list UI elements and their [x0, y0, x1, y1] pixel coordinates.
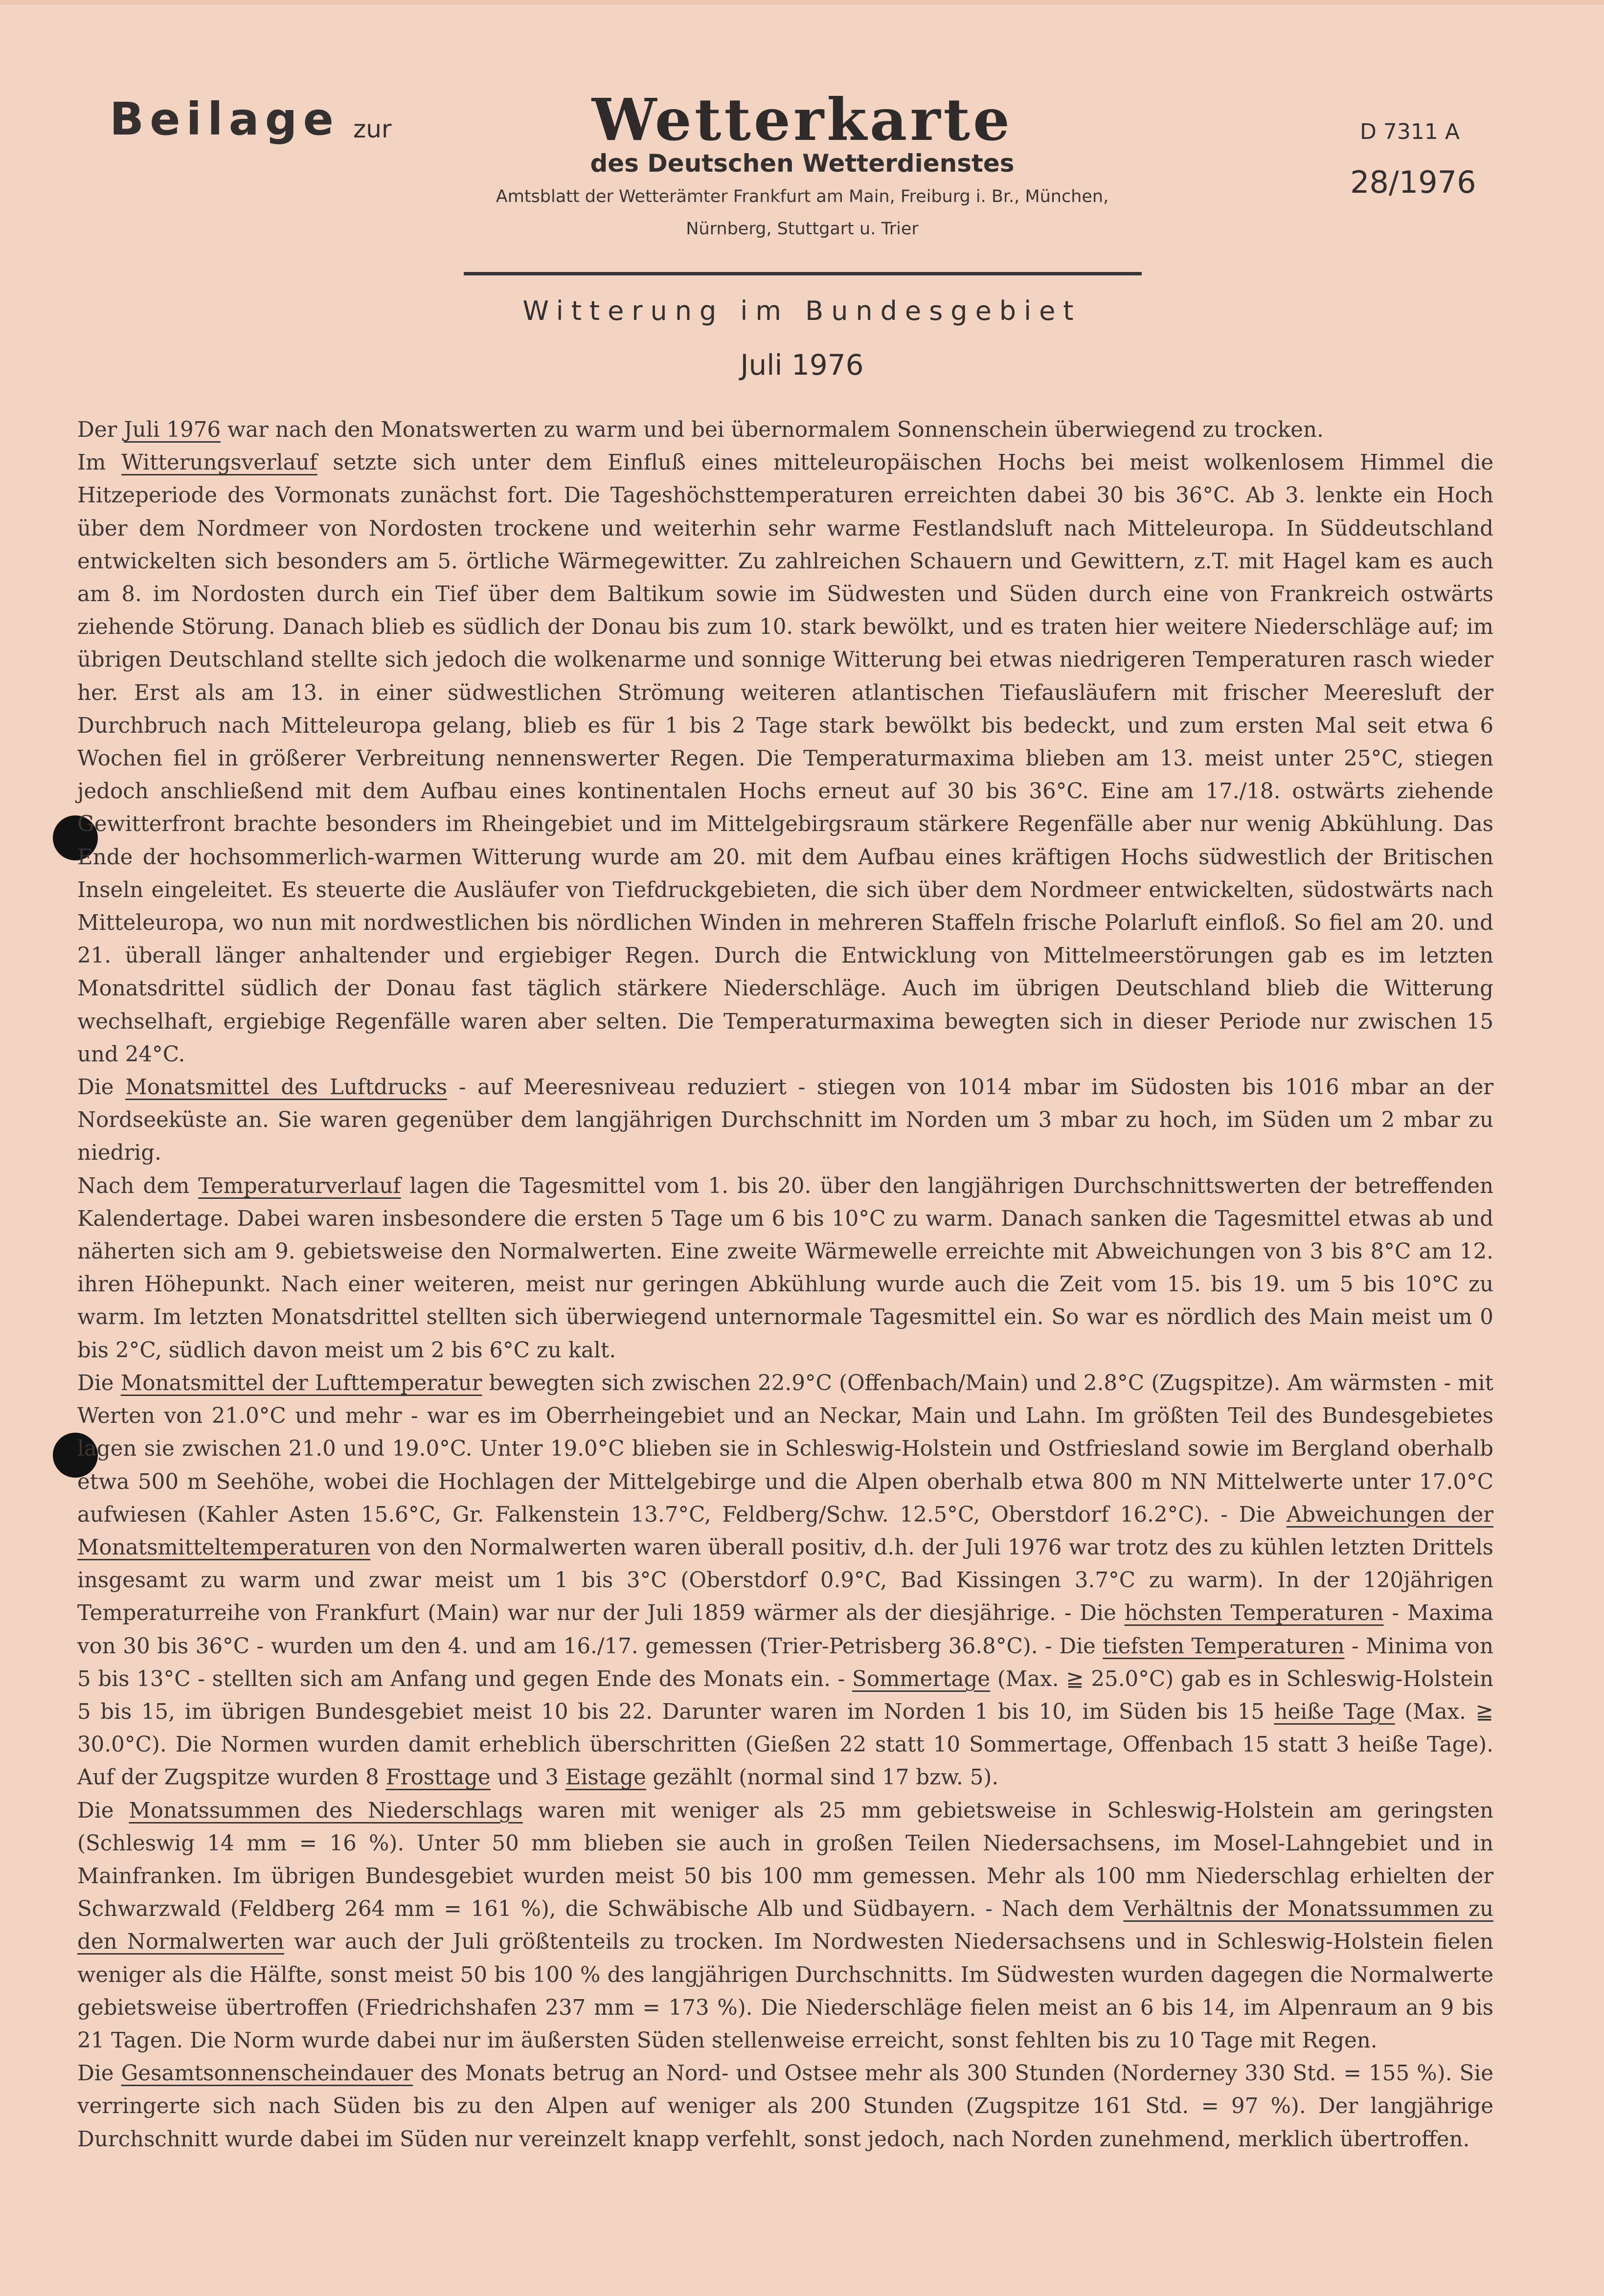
paragraph-text: (Max. ≧ 25.0°C) gab es in Schleswig-Holstein 5 bis 15, im übrigen Bundesgebiet meist 10 bis 22. Darunter waren im Norden 1 bis 10, im Süden bis 15	[77, 1666, 1493, 1724]
paragraph-text: (Max. ≧ 30.0°C). Die Normen wurden damit erheblich überschritten (Gießen 22 statt 10 Sommertage, Offenbach 15 statt 3 heiße Tage). Auf der Zugspitze wurden 8	[77, 1699, 1493, 1790]
paragraph-text: waren mit weniger als 25 mm gebietsweise in Schleswig-Holstein am geringsten (Schleswig 14 mm = 16 %). Unter 50 mm blieben sie auch in großen Teilen Niedersachsens, im Mosel-Lahngebiet und in Mainfranken. Im übrigen Bundesgebiet wurden meist 50 bis 100 mm gemessen. Mehr als 100 mm Niederschlag erhielten der Schwarzwald (Feldberg 264 mm = 161 %), die Schwäbische Alb und Südbayern. - Nach dem	[77, 1798, 1493, 1922]
paragraph-lead: Der	[77, 418, 124, 442]
paragraph-text: und 3	[490, 1765, 565, 1790]
paragraph-text: - Maxima von 30 bis 36°C - wurden um den 4. und am 16./17. gemessen (Trier-Petrisberg 36.8°C). - Die	[77, 1601, 1493, 1659]
paragraph-lead: Die	[77, 2061, 121, 2086]
underlined-term: Eistage	[565, 1765, 646, 1790]
paragraph-text: gezählt (normal sind 17 bzw. 5).	[646, 1765, 999, 1790]
report-month: Juli 1976	[740, 348, 864, 382]
underlined-term: Verhältnis der Monatssummen zu den Normalwerten	[77, 1897, 1493, 1955]
underlined-term: Juli 1976	[124, 418, 221, 442]
paragraph-text: war nach den Monatswerten zu warm und bei übernormalem Sonnenschein überwiegend zu trocken.	[221, 418, 1324, 442]
underlined-term: Sommertage	[852, 1666, 991, 1691]
report-body	[77, 414, 1493, 2156]
report-title: Witterung im Bundesgebiet	[522, 295, 1082, 326]
underlined-term: Monatsmittel der Lufttemperatur	[120, 1371, 482, 1396]
underlined-term: Gesamtsonnenscheindauer	[121, 2061, 413, 2086]
underlined-term: Temperaturverlauf	[198, 1173, 401, 1198]
paragraph-text: - Minima von 5 bis 13°C - stellten sich am Anfang und gegen Ende des Monats ein. -	[77, 1634, 1494, 1691]
paragraph-temperaturverlauf	[77, 1170, 1493, 1367]
paragraph-witterungsverlauf	[77, 447, 1493, 1071]
underlined-term: Monatsmittel des Luftdrucks	[125, 1075, 448, 1100]
publication-code: D 7311 A	[1360, 119, 1460, 144]
underlined-term: heiße Tage	[1274, 1699, 1395, 1724]
masthead-subtitle: des Deutschen Wetterdienstes	[590, 149, 1015, 178]
paragraph-lufttemperatur	[77, 1367, 1493, 1795]
paragraph-lead: Die	[77, 1798, 129, 1823]
underlined-term: höchsten Temperaturen	[1124, 1601, 1384, 1626]
zur-label: zur	[353, 115, 392, 143]
paragraph-luftdruck	[77, 1071, 1493, 1170]
underlined-term: tiefsten Temperaturen	[1103, 1634, 1345, 1659]
paragraph-text: lagen die Tagesmittel vom 1. bis 20. über den langjährigen Durchschnittswerten der betreffenden Kalendertage. Dabei waren insbesondere die ersten 5 Tage um 6 bis 10°C zu warm. Danach sanken die Tagesmittel etwas ab und näherten sich am 9. gebietsweise den Normalwerten. Eine zweite Wärmewelle erreichte mit Abweichungen von 3 bis 8°C am 12. ihren Höhepunkt. Nach einer weiteren, meist nur geringen Abkühlung wurde auch die Zeit vom 15. bis 19. um 5 bis 10°C zu warm. Im letzten Monatsdrittel stellten sich überwiegend unternormale Tagesmittel ein. So war es nördlich des Main meist um 0 bis 2°C, südlich davon meist um 2 bis 6°C zu kalt.	[77, 1173, 1493, 1363]
paragraph-text: von den Normalwerten waren überall positiv, d.h. der Juli 1976 war trotz des zu kühlen letzten Drittels insgesamt zu warm und zwar meist um 1 bis 3°C (Oberstdorf 0.9°C, Bad Kissingen 3.7°C zu warm). In der 120jährigen Temperaturreihe von Frankfurt (Main) war nur der Juli 1859 wärmer als der diesjährige. - Die	[77, 1535, 1493, 1626]
beilage-label: Beilage	[110, 93, 339, 145]
amtsblatt-line-2: Nürnberg, Stuttgart u. Trier	[686, 219, 919, 239]
underlined-term: Monatssummen des Niederschlags	[129, 1798, 523, 1823]
paragraph-lead: Im	[77, 450, 122, 475]
paragraph-summary	[77, 414, 1493, 447]
underlined-term: Abweichungen der Monatsmitteltemperaturen	[77, 1502, 1493, 1560]
underlined-term: Frosttage	[385, 1765, 491, 1790]
issue-number: 28/1976	[1350, 164, 1476, 200]
paragraph-text: bewegten sich zwischen 22.9°C (Offenbach/Main) und 2.8°C (Zugspitze). Am wärmsten - mit Werten von 21.0°C und mehr - war es im Oberrheingebiet und an Neckar, Main und Lahn. Im größten Teil des Bundesgebietes lagen sie zwischen 21.0 und 19.0°C. Unter 19.0°C blieben sie in Schleswig-Holstein und Ostfriesland sowie im Bergland oberhalb etwa 500 m Seehöhe, wobei die Hochlagen der Mittelgebirge und die Alpen oberhalb etwa 800 m NN Mittelwerte unter 17.0°C aufwiesen (Kahler Asten 15.6°C, Gr. Falkenstein 13.7°C, Feldberg/Schw. 12.5°C, Oberstdorf 16.2°C). - Die	[77, 1371, 1494, 1527]
paragraph-text: des Monats betrug an Nord- und Ostsee mehr als 300 Stunden (Norderney 330 Std. = 155 %). Sie verringerte sich nach Süden bis zu den Alpen auf weniger als 200 Stunden (Zugspitze 161 Std. = 97 %). Der langjährige Durchschnitt wurde dabei im Süden nur vereinzelt knapp verfehlt, sonst jedoch, nach Norden zunehmend, merklich übertroffen.	[77, 2061, 1493, 2152]
paragraph-lead: Die	[77, 1371, 121, 1396]
paragraph-text: - auf Meeresniveau reduziert - stiegen von 1014 mbar im Südosten bis 1016 mbar an der Nordseeküste an. Sie waren gegenüber dem langjährigen Durchschnitt im Norden um 3 mbar zu hoch, im Süden um 2 mbar zu niedrig.	[77, 1075, 1494, 1166]
amtsblatt-line-1: Amtsblatt der Wetterämter Frankfurt am Main, Freiburg i. Br., München,	[496, 187, 1109, 206]
paragraph-niederschlag	[77, 1795, 1493, 2058]
masthead-title: Wetterkarte	[591, 86, 1013, 154]
paragraph-text: war auch der Juli größtenteils zu trocken. Im Nordwesten Niedersachsens und in Schleswig-Holstein fielen weniger als die Hälfte, sonst meist 50 bis 100 % des langjährigen Durchschnitts. Im Südwesten wurden dagegen die Normalwerte gebietsweise übertroffen (Friedrichshafen 237 mm = 173 %). Die Niederschläge fielen meist an 6 bis 14, im Alpenraum an 9 bis 21 Tagen. Die Norm wurde dabei nur im äußersten Süden stellenweise erreicht, sonst fehlten bis zu 10 Tage mit Regen.	[77, 1930, 1493, 2053]
paragraph-lead: Die	[77, 1075, 126, 1100]
header-divider	[464, 272, 1142, 275]
paragraph-lead: Nach dem	[77, 1173, 199, 1198]
paragraph-text: setzte sich unter dem Einfluß eines mitteleuropäischen Hochs bei meist wolkenlosem Himmel die Hitzeperiode des Vormonats zunächst fort. Die Tageshöchsttemperaturen erreichten dabei 30 bis 36°C. Ab 3. lenkte ein Hoch über dem Nordmeer von Nordosten trockene und weiterhin sehr warme Festlandsluft nach Mitteleuropa. In Süddeutschland entwickelten sich besonders am 5. örtliche Wärmegewitter. Zu zahlreichen Schauern und Gewittern, z.T. mit Hagel kam es auch am 8. im Nordosten durch ein Tief über dem Baltikum sowie im Südwesten und Süden durch eine von Frankreich ostwärts ziehende Störung. Danach blieb es südlich der Donau bis zum 10. stark bewölkt, und es traten hier weitere Niederschläge auf; im übrigen Deutschland stellte sich jedoch die wolkenarme und sonnige Witterung bei etwas niedrigeren Temperaturen rasch wieder her. Erst als am 13. in einer südwestlichen Strömung weiteren atlantischen Tiefausläufern mit frischer Meeresluft der Durchbruch nach Mitteleuropa gelang, blieb es für 1 bis 2 Tage stark bewölkt bis bedeckt, und zum ersten Mal seit etwa 6 Wochen fiel in größerer Verbreitung nennenswerter Regen. Die Temperaturmaxima blieben am 13. meist unter 25°C, stiegen jedoch anschließend mit dem Aufbau eines kontinentalen Hochs erneut auf 30 bis 36°C. Eine am 17./18. ostwärts ziehende Gewitterfront brachte besonders im Rheingebiet und im Mittelgebirgsraum stärkere Regenfälle aber nur wenig Abkühlung. Das Ende der hochsommerlich-warmen Witterung wurde am 20. mit dem Aufbau eines kräftigen Hochs südwestlich der Britischen Inseln eingeleitet. Es steuerte die Ausläufer von Tiefdruckgebieten, die sich über dem Nordmeer entwickelten, südostwärts nach Mitteleuropa, wo nun mit nordwestlichen bis nördlichen Winden in mehreren Staffeln frische Polarluft einfloß. So fiel am 20. und 21. überall länger anhaltender und ergiebiger Regen. Durch die Entwicklung von Mittelmeerstörungen gab es im letzten Monatsdrittel südlich der Donau fast täglich stärkere Niederschläge. Auch im übrigen Deutschland blieb die Witterung wechselhaft, ergiebige Regenfälle waren aber selten. Die Temperaturmaxima bewegten sich in dieser Periode nur zwischen 15 und 24°C.	[77, 450, 1493, 1067]
underlined-term: Witterungsverlauf	[121, 450, 317, 475]
paragraph-sonnenschein	[77, 2057, 1493, 2156]
masthead-header	[0, 0, 1604, 284]
